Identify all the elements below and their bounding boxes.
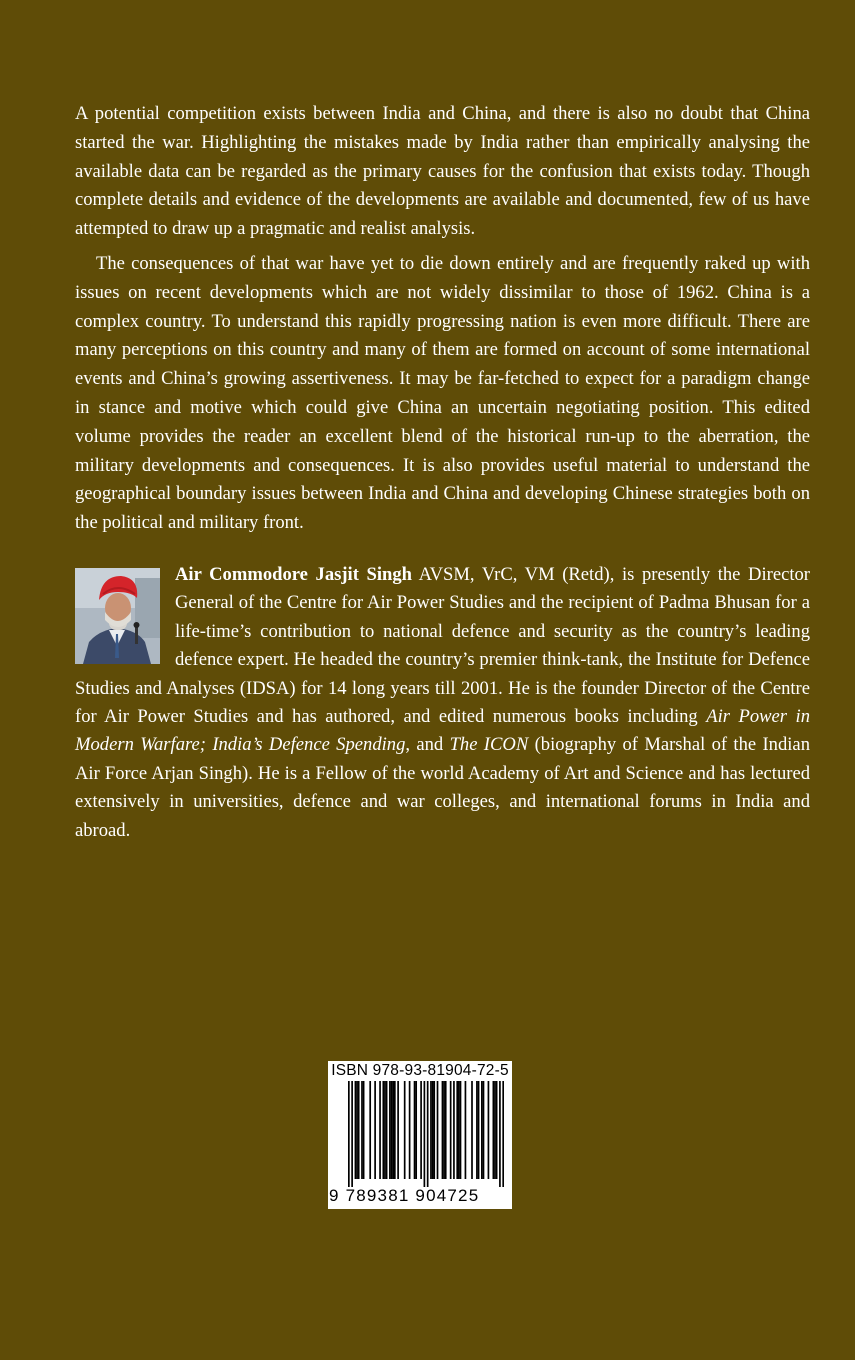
- barcode-bar: [481, 1081, 483, 1179]
- bio-text-3: (biography of Marshal of the Indian Air Force Arjan Singh). He is a Fellow of the world Academy of Art and Science and has lectured extensively in universities, defence and war colleges, and international forums in India and abroad.: [75, 734, 810, 841]
- barcode-bar: [382, 1081, 384, 1179]
- barcode-bar: [476, 1081, 478, 1179]
- isbn-label: ISBN 978-93-81904-72-5: [331, 1062, 509, 1079]
- barcode-bar: [384, 1081, 386, 1179]
- author-name: Air Commodore Jasjit Singh: [175, 564, 412, 585]
- barcode-bar: [437, 1081, 439, 1179]
- barcode-bar: [494, 1081, 496, 1179]
- author-portrait-illustration: [75, 568, 160, 664]
- barcode-bar: [496, 1081, 498, 1179]
- barcode-bar: [443, 1081, 445, 1179]
- barcode-bar: [415, 1081, 417, 1179]
- ean-digits: 9 789381 904725: [329, 1186, 480, 1205]
- barcode-bar: [363, 1081, 365, 1179]
- barcode-bar: [432, 1081, 434, 1179]
- barcode-bars: [338, 1081, 504, 1187]
- barcode-bar: [445, 1081, 447, 1179]
- barcode-bar: [458, 1081, 460, 1179]
- book-titles: Air Power in Modern Warfare; India’s Defence Spending: [75, 706, 810, 756]
- barcode-bar: [394, 1081, 396, 1179]
- barcode-bar: [427, 1081, 429, 1187]
- barcode-bar: [356, 1081, 358, 1179]
- barcode-bar: [389, 1081, 391, 1179]
- author-photo: [75, 568, 160, 664]
- barcode-bar: [465, 1081, 467, 1179]
- barcode-bar: [358, 1081, 360, 1179]
- barcode-bar: [420, 1081, 422, 1179]
- barcode-bar: [478, 1081, 480, 1179]
- barcode-bar: [369, 1081, 371, 1179]
- cover-blurb: [75, 100, 810, 538]
- barcode-bar: [414, 1081, 416, 1179]
- barcode-bar: [483, 1081, 485, 1179]
- barcode-bar: [404, 1081, 406, 1179]
- bio-text-2: , and: [405, 734, 450, 756]
- barcode-bar: [391, 1081, 393, 1179]
- barcode-bar: [348, 1081, 350, 1187]
- barcode-bar: [351, 1081, 353, 1187]
- barcode-bar: [409, 1081, 411, 1179]
- barcode-bar: [424, 1081, 426, 1187]
- barcode-bar: [386, 1081, 388, 1179]
- barcode-bar: [450, 1081, 452, 1179]
- barcode-bar: [430, 1081, 432, 1179]
- blurb-paragraph-1: A potential competition exists between India and China, and there is also no doubt that China started the war. Highlighting the mistakes made by India rather than empirically analysing the available data can be regarded as the primary causes for the confusion that exists today. Though complete details and evidence of the developments are available and documented, few of us have attempted to draw up a pragmatic and realist analysis.: [75, 103, 810, 240]
- isbn-barcode: [328, 1061, 512, 1209]
- bio-text-1: AVSM, VrC, VM (Retd), is presently the Director General of the Centre for Air Power Studies and the recipient of Padma Bhusan for a life-time’s contribution to national defence and security as the country’s leading defence expert. He headed the country’s premier think-tank, the Institute for Defence Studies and Analyses (IDSA) for 14 long years till 2001. He is the founder Director of the Centre for Air Power Studies and has authored, and edited numerous books including: [75, 564, 810, 728]
- barcode-bar: [488, 1081, 490, 1179]
- barcode-bar: [493, 1081, 495, 1179]
- barcode-bar: [502, 1081, 504, 1187]
- barcode-bar: [355, 1081, 357, 1179]
- barcode-bar: [374, 1081, 376, 1179]
- barcode-bar: [460, 1081, 462, 1179]
- book-title-icon: The ICON: [449, 734, 529, 756]
- barcode-bar: [499, 1081, 501, 1187]
- barcode-bar: [433, 1081, 435, 1179]
- barcode-bar: [361, 1081, 363, 1179]
- barcode-bar: [456, 1081, 458, 1179]
- barcode-bar: [379, 1081, 381, 1179]
- barcode-bar: [392, 1081, 394, 1179]
- barcode-bar: [471, 1081, 473, 1179]
- author-bio: [75, 561, 810, 845]
- barcode-bar: [442, 1081, 444, 1179]
- blurb-paragraph-2: The consequences of that war have yet to die down entirely and are frequently raked up with issues on recent developments which are not widely dissimilar to those of 1962. China is a complex country. To understand this rapidly progressing nation is even more difficult. There are many perceptions on this country and many of them are formed on account of some international events and China’s growing assertiveness. It may be far-fetched to expect for a paradigm change in stance and motive which could give China an uncertain negotiating position. This edited volume provides the reader an excellent blend of the historical run-up to the aberration, the military developments and consequences. It is also provides useful material to understand the geographical boundary issues between India and China and developing Chinese strategies both on the political and military front.: [75, 252, 810, 534]
- barcode-bar: [453, 1081, 455, 1179]
- barcode-bar: [397, 1081, 399, 1179]
